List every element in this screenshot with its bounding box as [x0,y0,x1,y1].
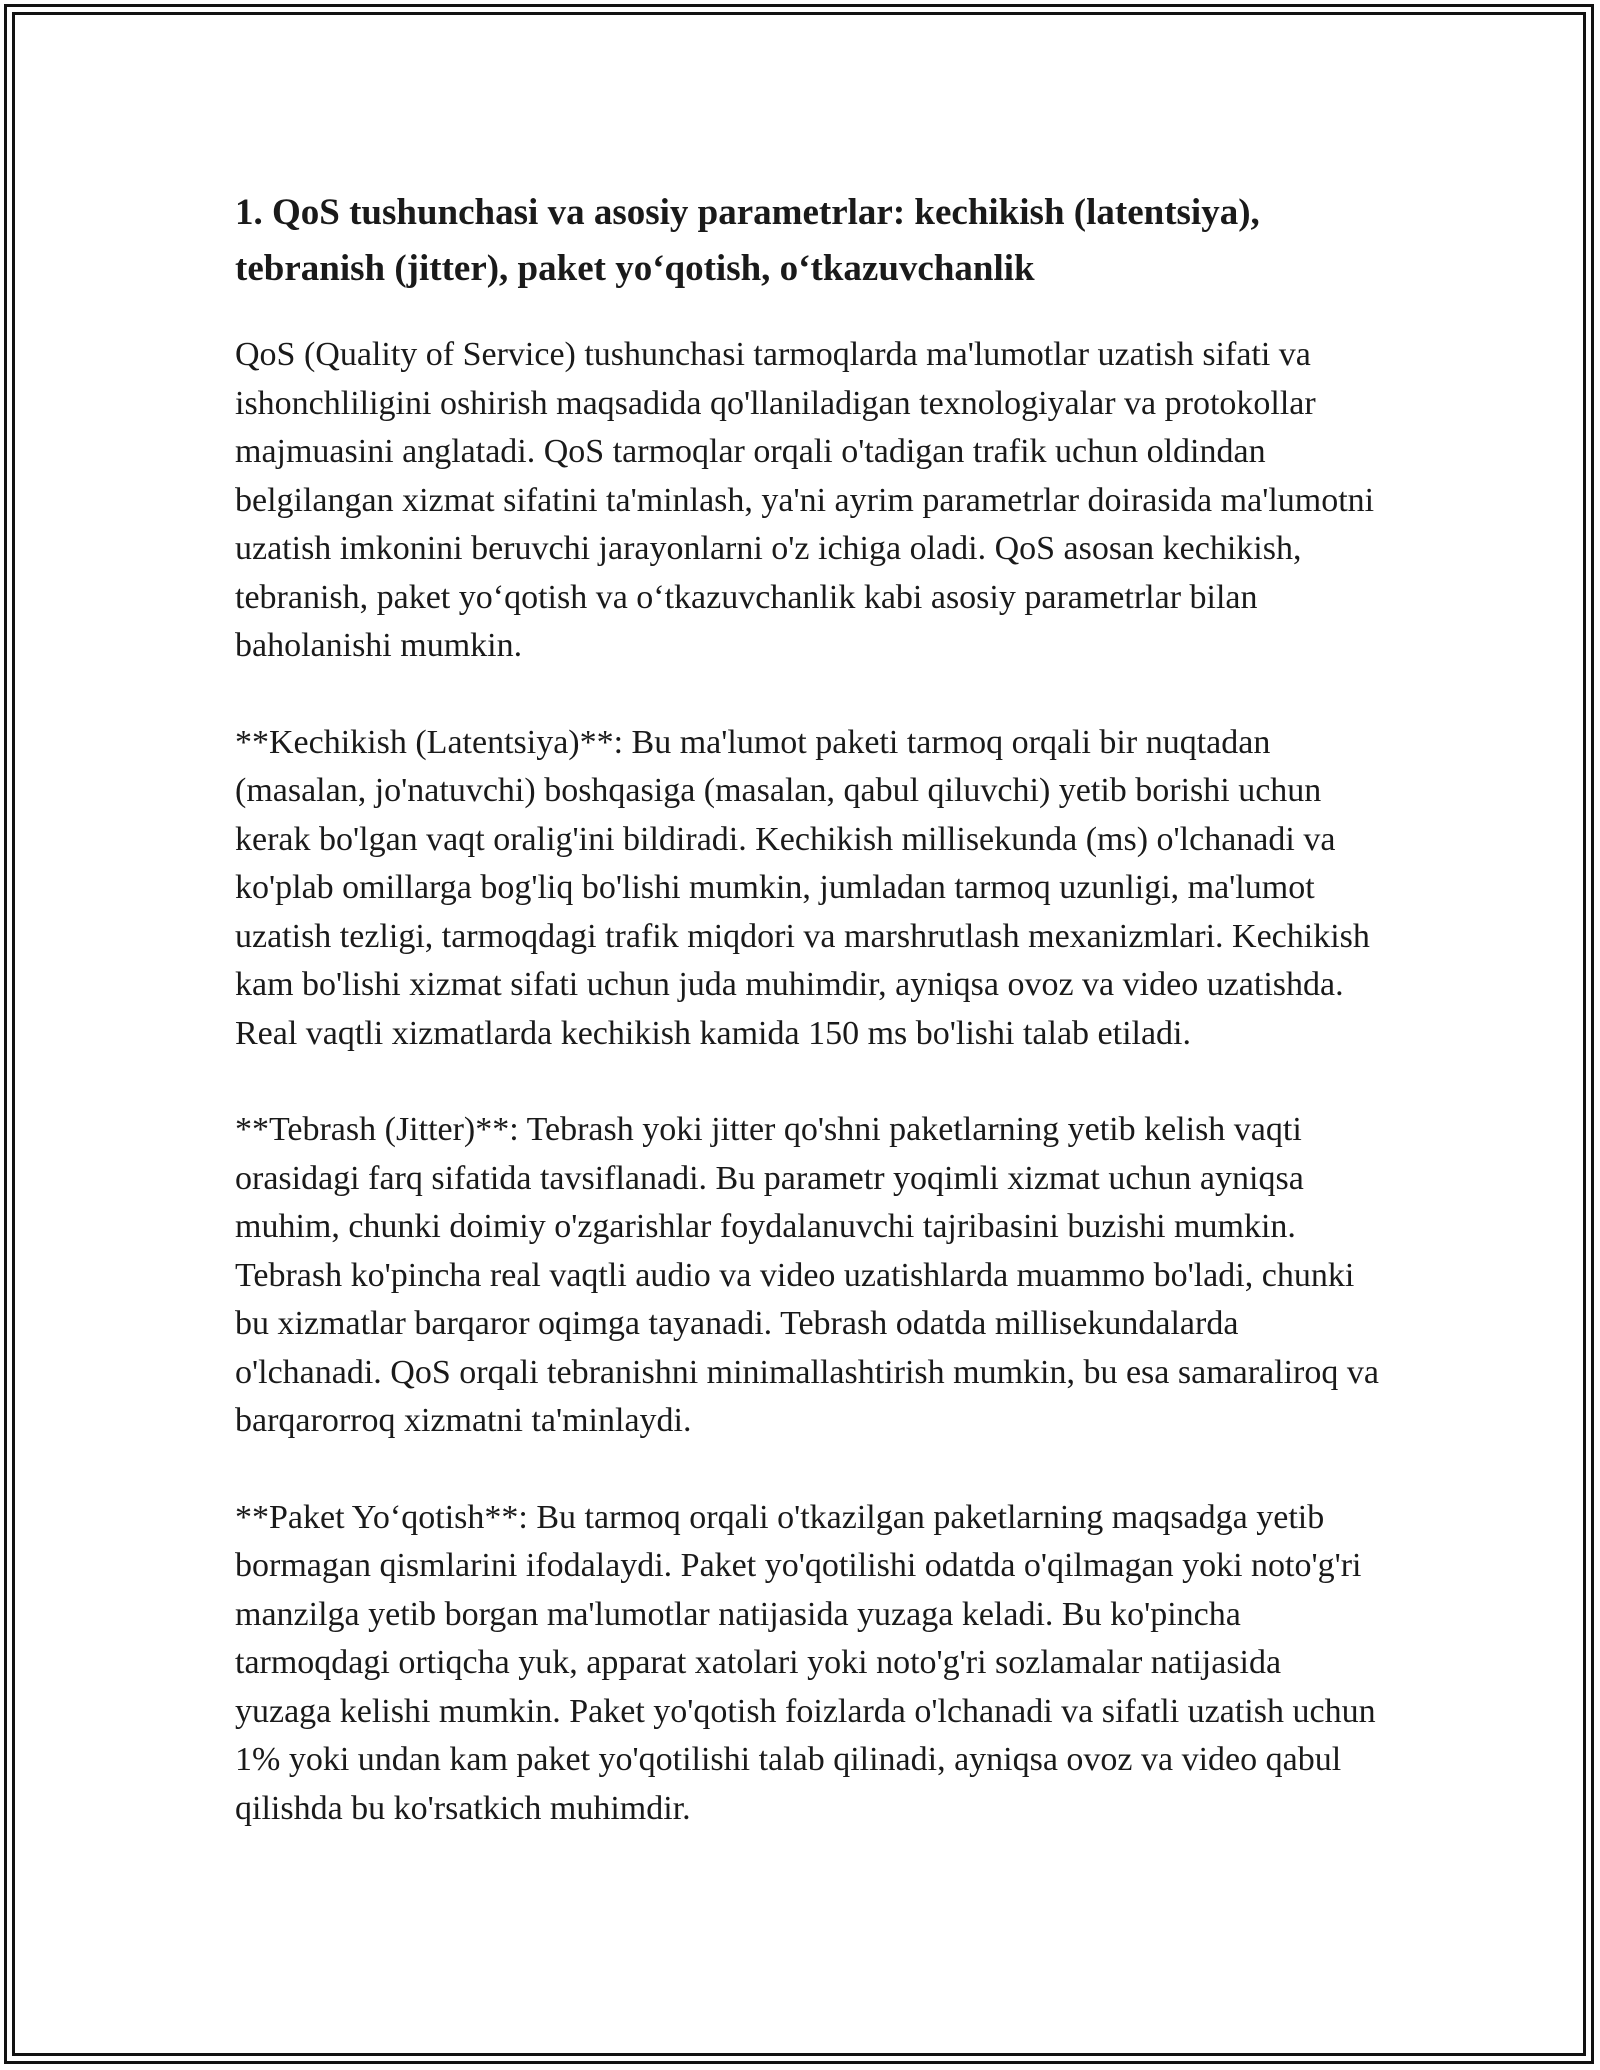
paragraph-qos-intro: QoS (Quality of Service) tushunchasi tarmoqlarda ma'lumotlar uzatish sifati va ishonchliligini oshirish maqsadida qo'llaniladigan texnologiyalar va protokollar majmuasini anglatadi. QoS tarmoqlar orqali o'tadigan trafik uchun oldindan belgilangan xizmat sifatini ta'minlash, ya'ni ayrim parametrlar doirasida ma'lumotni uzatish imkonini beruvchi jarayonlarni o'z ichiga oladi. QoS asosan kechikish, tebranish, paket yo‘qotish va o‘tkazuvchanlik kabi asosiy parametrlar bilan baholanishi mumkin. [235,336,1375,664]
paragraph-latency: **Kechikish (Latentsiya)**: Bu ma'lumot paketi tarmoq orqali bir nuqtadan (masalan, jo'natuvchi) boshqasiga (masalan, qabul qiluvchi) yetib borishi uchun kerak bo'lgan vaqt oralig'ini bildiradi. Kechikish millisekunda (ms) o'lchanadi va ko'plab omillarga bog'liq bo'lishi mumkin, jumladan tarmoq uzunligi, ma'lumot uzatish tezligi, tarmoqdagi trafik miqdori va marshrutlash mexanizmlari. Kechikish kam bo'lishi xizmat sifati uchun juda muhimdir, ayniqsa ovoz va video uzatishda. Real vaqtli xizmatlarda kechikish kamida 150 ms bo'lishi talab etiladi. [235,723,1370,1052]
paragraph-jitter: **Tebrash (Jitter)**: Tebrash yoki jitter qo'shni paketlarning yetib kelish vaqti orasidagi farq sifatida tavsiflanadi. Bu parametr yoqimli xizmat uchun ayniqsa muhim, chunki doimiy o'zgarishlar foydalanuvchi tajribasini buzishi mumkin. Tebrash ko'pincha real vaqtli audio va video uzatishlarda muammo bo'ladi, chunki bu xizmatlar barqaror oqimga tayanadi. Tebrash odatda millisekundalarda o'lchanadi. QoS orqali tebranishni minimallashtirish mumkin, bu esa samaraliroq va barqarorroq xizmatni ta'minlaydi. [235,1111,1379,1439]
section-heading: 1. QoS tushunchasi va asosiy parametrlar: kechikish (latentsiya), tebranish (jitter), paket yo‘qotish, o‘tkazuvchanlik [235,192,1260,289]
paragraph-packet-loss: **Paket Yo‘qotish**: Bu tarmoq orqali o'tkazilgan paketlarning maqsadga yetib bormagan qismlarini ifodalaydi. Paket yo'qotilishi odatda o'qilmagan yoki noto'g'ri manzilga yetib borgan ma'lumotlar natijasida yuzaga keladi. Bu ko'pincha tarmoqdagi ortiqcha yuk, apparat xatolari yoki noto'g'ri sozlamalar natijasida yuzaga kelishi mumkin. Paket yo'qotish foizlarda o'lchanadi va sifatli uzatish uchun 1% yoki undan kam paket yo'qotilishi talab qilinadi, ayniqsa ovoz va video qabul qilishda bu ko'rsatkich muhimdir. [235,1498,1376,1827]
document-body [235,185,1385,1881]
